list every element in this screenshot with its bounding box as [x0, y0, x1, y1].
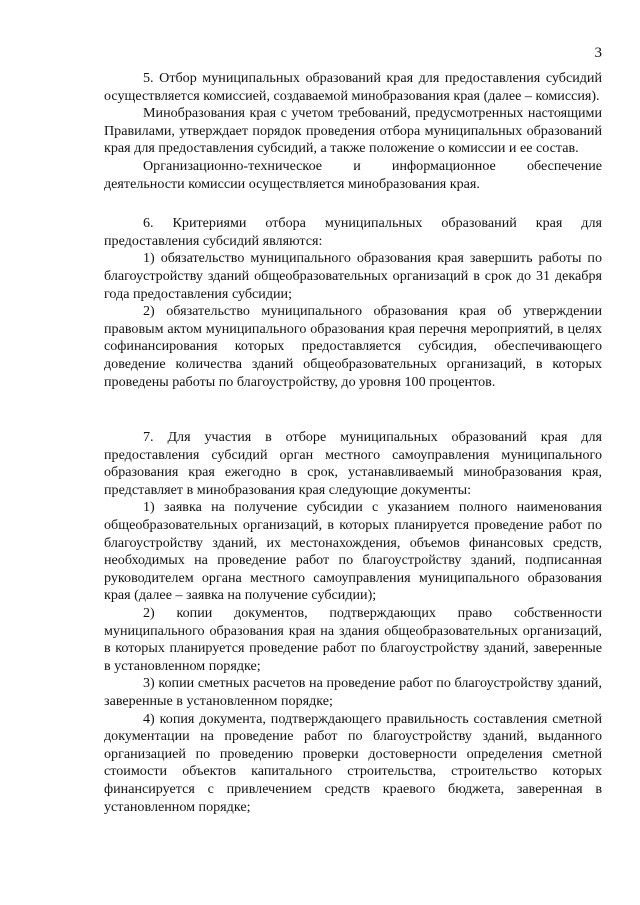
paragraph-7-document-1: 1) заявка на получение субсидии с указанием полного наименования общеобразовательных организаций, в которых планируется проведение работ по благоустройству зданий, их местонахождения, объемов финансовых средств, необходимых на проведение работ по благоустройству зданий, подписанная руководителем органа местного самоуправления муниципального образования края (далее – заявка на получение субсидии); — [104, 499, 602, 604]
paragraph-6-criteria-heading: 6. Критериями отбора муниципальных образований края для предоставления субсидий являются: — [104, 215, 602, 249]
paragraph-5-selection-procedure: Минобразования края с учетом требований, предусмотренных настоящими Правилами, утверждает порядок проведения отбора муниципальных образований края для предоставления субсидий, а также положение о комиссии и ее состав. — [104, 105, 602, 157]
paragraph-7-document-4: 4) копия документа, подтверждающего правильность составления сметной документации на проведение работ по благоустройству зданий, выданного организацией по проведению проверки достоверности определения сметной стоимости объектов капитального строительства, строительство которых финансируется с привлечением средств краевого бюджета, заверенная в установленном порядке; — [104, 710, 602, 815]
paragraph-7-documents-heading: 7. Для участия в отборе муниципальных образований края для предоставления субсидий орган местного самоуправления муниципального образования края ежегодно в срок, устанавливаемый минобразования края, представляет в минобразования края следующие документы: — [104, 429, 602, 498]
paragraph-7-document-2: 2) копии документов, подтверждающих право собственности муниципального образования края на здания общеобразовательных организаций, в которых планируется проведение работ по благоустройству зданий, заверенные в установленном порядке; — [104, 605, 602, 674]
page-number: 3 — [594, 45, 602, 61]
paragraph-5-selection-commission: 5. Отбор муниципальных образований края для предоставления субсидий осуществляется комиссией, создаваемой минобразования края (далее – комиссия). — [104, 70, 602, 104]
paragraph-5-organizational-support: Организационно-техническое и информационное обеспечение деятельности комиссии осуществляется минобразования края. — [104, 157, 602, 192]
paragraph-7-document-3: 3) копии сметных расчетов на проведение работ по благоустройству зданий, заверенные в установленном порядке; — [104, 675, 602, 709]
document-body — [104, 70, 602, 816]
paragraph-6-criterion-2: 2) обязательство муниципального образования края об утверждении правовым актом муниципального образования края перечня мероприятий, в целях софинансирования которых предоставляется субсидия, обеспечивающего доведение количества зданий общеобразовательных организаций, в которых проведены работы по благоустройству, до уровня 100 процентов. — [104, 303, 602, 390]
paragraph-6-criterion-1: 1) обязательство муниципального образования края завершить работы по благоустройству зданий общеобразовательных организаций в срок до 31 декабря года предоставления субсидии; — [104, 250, 602, 302]
